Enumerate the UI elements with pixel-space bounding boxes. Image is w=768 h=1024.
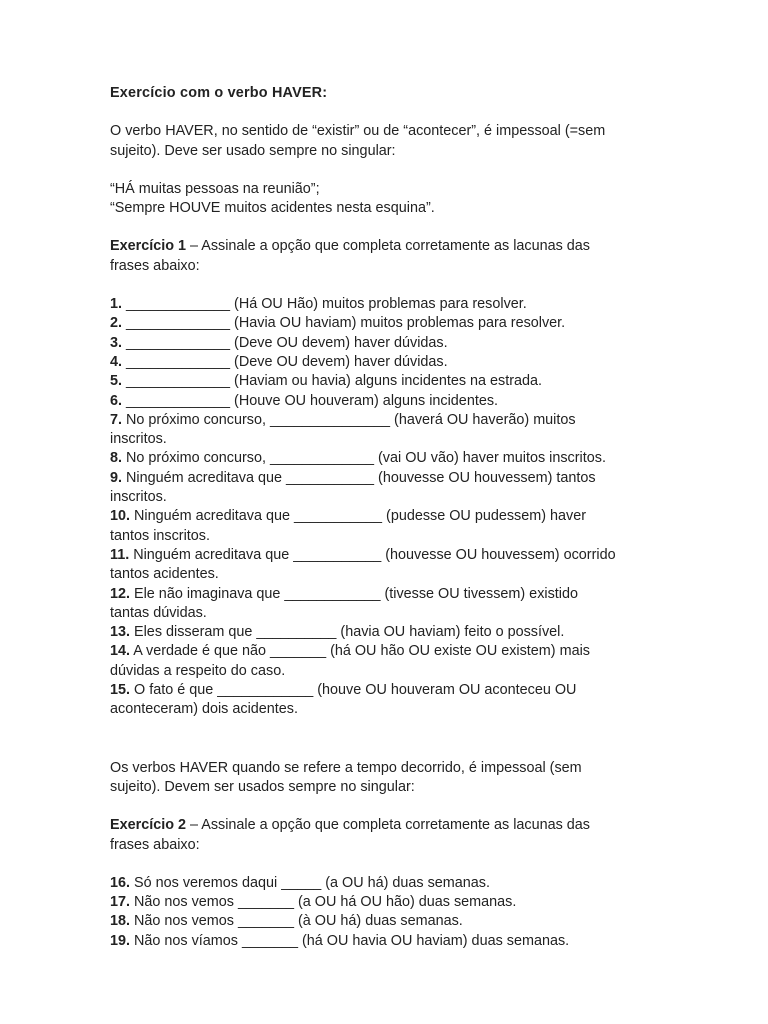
document-page (110, 84, 670, 951)
question-line (110, 912, 670, 931)
exercise1-label: Exercício 1 (110, 238, 187, 255)
exercise1-instructions (110, 237, 670, 276)
question-text: Não nos vemos _______ (à OU há) duas semanas. (130, 913, 463, 930)
question-line: tantos acidentes. (110, 566, 219, 583)
question-text: Ninguém acreditava que ___________ (houvesse OU houvessem) tantos (122, 469, 596, 486)
question-item (110, 353, 670, 372)
question-text: _____________ (Houve OU houveram) alguns incidentes. (122, 392, 499, 409)
question-number: 14. (110, 643, 131, 660)
question-text: _____________ (Há OU Hão) muitos problemas para resolver. (122, 296, 527, 313)
question-line (110, 874, 670, 893)
question-text: _____________ (Deve OU devem) haver dúvidas. (122, 353, 448, 370)
example-line: “Sempre HOUVE muitos acidentes nesta esquina”. (110, 200, 435, 217)
question-number: 1. (110, 296, 123, 313)
section-spacer (110, 720, 670, 759)
question-line (110, 392, 670, 411)
question-item (110, 392, 670, 411)
intro-line: sujeito). Deve ser usado sempre no singular: (110, 142, 396, 159)
question-line (110, 585, 670, 604)
document-title: Exercício com o verbo HAVER: (110, 85, 328, 101)
question-item (110, 623, 670, 642)
question-line (110, 642, 670, 661)
question-item (110, 681, 670, 720)
question-line (110, 372, 670, 391)
question-number: 4. (110, 353, 123, 370)
question-item (110, 507, 670, 546)
question-text: Não nos vemos _______ (a OU há OU hão) duas semanas. (130, 894, 517, 911)
exercise1-instructions-text: – Assinale a opção que completa corretamente as lacunas das (186, 238, 590, 255)
exercise2-question-list (110, 874, 670, 951)
question-number: 5. (110, 373, 123, 390)
question-line: aconteceram) dois acidentes. (110, 701, 298, 718)
question-text: _____________ (Haviam ou havia) alguns incidentes na estrada. (122, 373, 543, 390)
question-item (110, 372, 670, 391)
question-line (110, 334, 670, 353)
section2-line: Os verbos HAVER quando se refere a tempo decorrido, é impessoal (sem (110, 759, 582, 776)
question-line (110, 932, 670, 951)
example-line: “HÁ muitas pessoas na reunião”; (110, 180, 320, 197)
question-item (110, 334, 670, 353)
question-item (110, 449, 670, 468)
intro-line: O verbo HAVER, no sentido de “existir” ou de “acontecer”, é impessoal (=sem (110, 123, 606, 140)
question-number: 16. (110, 874, 131, 891)
question-line (110, 353, 670, 372)
examples-paragraph (110, 180, 670, 219)
question-line: inscritos. (110, 431, 167, 448)
intro-paragraph (110, 122, 670, 161)
question-line: inscritos. (110, 489, 167, 506)
question-number: 17. (110, 894, 131, 911)
exercise2-instructions-text: – Assinale a opção que completa corretamente as lacunas das (186, 817, 590, 834)
question-number: 19. (110, 932, 131, 949)
question-line (110, 507, 670, 526)
exercise1-instructions-line: frases abaixo: (110, 257, 200, 274)
question-item (110, 874, 670, 893)
question-text: Eles disseram que __________ (havia OU haviam) feito o possível. (130, 624, 565, 641)
question-line (110, 893, 670, 912)
question-number: 6. (110, 392, 123, 409)
question-text: A verdade é que não _______ (há OU hão OU existe OU existem) mais (130, 643, 590, 660)
question-line: dúvidas a respeito do caso. (110, 662, 286, 679)
question-text: No próximo concurso, _____________ (vai OU vão) haver muitos inscritos. (122, 450, 606, 467)
question-text: _____________ (Havia OU haviam) muitos problemas para resolver. (122, 315, 566, 332)
question-item (110, 642, 670, 681)
question-line: tantas dúvidas. (110, 604, 207, 621)
question-text: O fato é que ____________ (houve OU houveram OU aconteceu OU (130, 682, 577, 699)
question-item (110, 912, 670, 931)
question-number: 10. (110, 508, 131, 525)
section2-line: sujeito). Devem ser usados sempre no singular: (110, 778, 415, 795)
question-item (110, 932, 670, 951)
question-text: Ninguém acreditava que ___________ (pudesse OU pudessem) haver (130, 508, 587, 525)
question-line (110, 449, 670, 468)
question-line: tantos inscritos. (110, 527, 210, 544)
question-number: 9. (110, 469, 123, 486)
question-line (110, 295, 670, 314)
question-number: 12. (110, 585, 131, 602)
question-number: 18. (110, 913, 131, 930)
question-line (110, 623, 670, 642)
question-item (110, 469, 670, 508)
exercise2-instructions-line (110, 816, 670, 835)
exercise1-question-list (110, 295, 670, 720)
question-item (110, 546, 670, 585)
question-item (110, 411, 670, 450)
question-line (110, 469, 670, 488)
question-text: Ninguém acreditava que ___________ (houvesse OU houvessem) ocorrido (129, 546, 616, 563)
question-line (110, 411, 670, 430)
question-line (110, 314, 670, 333)
question-number: 13. (110, 624, 131, 641)
question-line (110, 681, 670, 700)
question-text: Não nos víamos _______ (há OU havia OU haviam) duas semanas. (130, 932, 570, 949)
exercise2-instructions (110, 816, 670, 855)
question-item (110, 314, 670, 333)
question-number: 7. (110, 411, 123, 428)
question-text: No próximo concurso, _______________ (haverá OU haverão) muitos (122, 411, 576, 428)
question-line (110, 546, 670, 565)
question-text: Só nos veremos daqui _____ (a OU há) duas semanas. (130, 874, 490, 891)
question-number: 8. (110, 450, 123, 467)
question-item (110, 585, 670, 624)
exercise2-instructions-line: frases abaixo: (110, 836, 200, 853)
question-item (110, 295, 670, 314)
question-item (110, 893, 670, 912)
question-number: 2. (110, 315, 123, 332)
question-number: 11. (110, 546, 130, 563)
exercise1-instructions-line (110, 237, 670, 256)
exercise2-label: Exercício 2 (110, 817, 187, 834)
question-text: _____________ (Deve OU devem) haver dúvidas. (122, 334, 448, 351)
question-number: 15. (110, 682, 131, 699)
question-number: 3. (110, 334, 123, 351)
section2-paragraph (110, 759, 670, 798)
question-text: Ele não imaginava que ____________ (tivesse OU tivessem) existido (130, 585, 578, 602)
